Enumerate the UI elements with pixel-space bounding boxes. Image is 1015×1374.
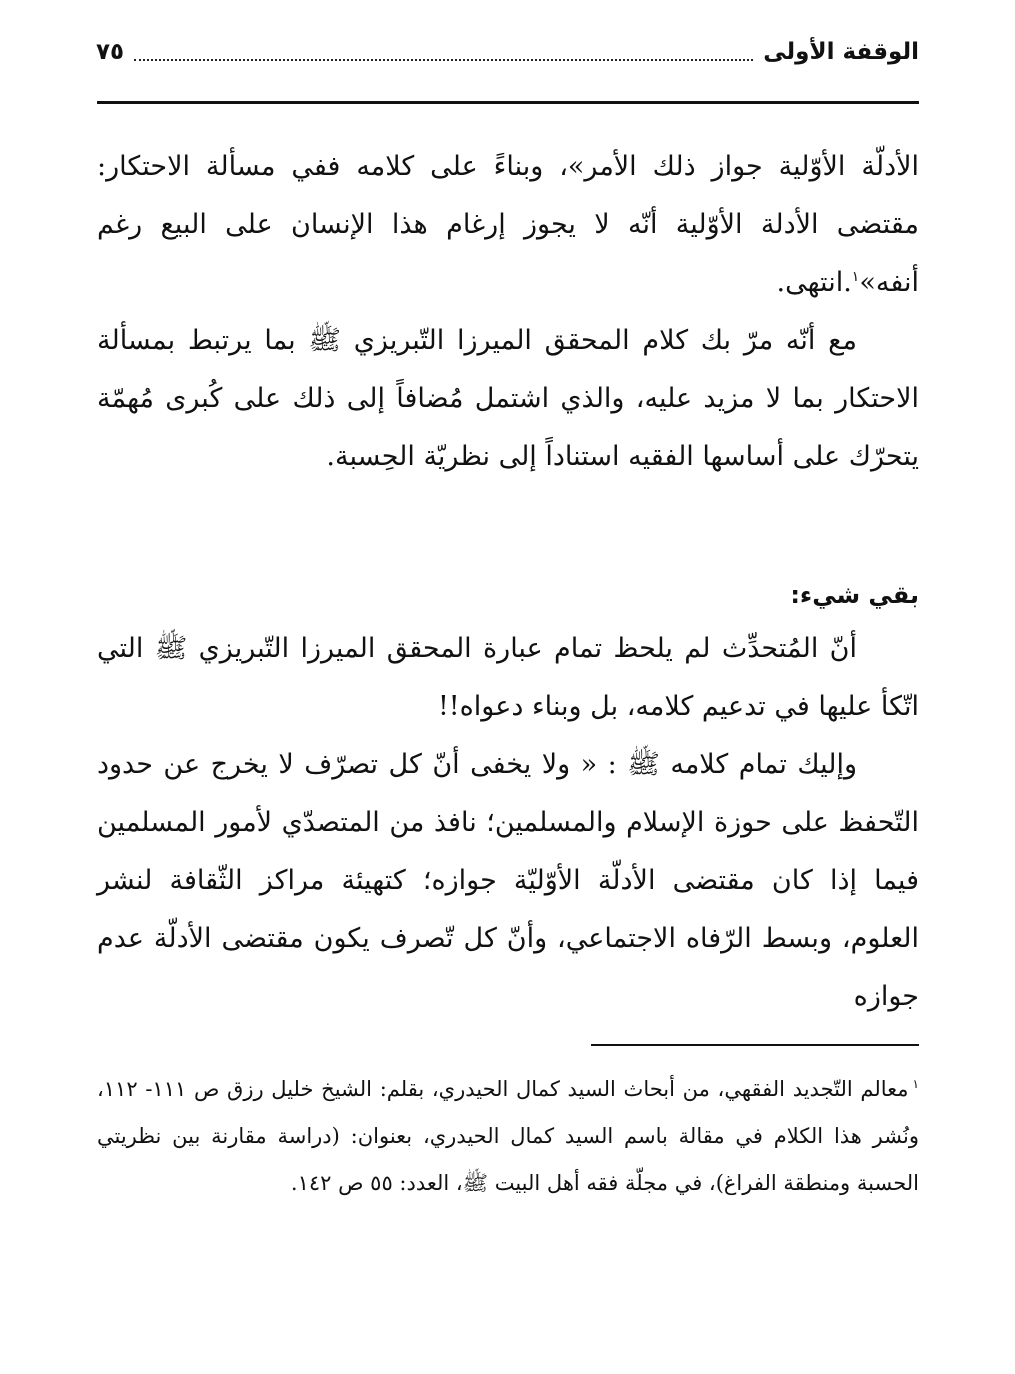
paragraph-1 bbox=[97, 138, 919, 312]
footnote bbox=[97, 1066, 919, 1207]
footnote-text: معالم التّجديد الفقهي، من أبحاث السيد كمال الحيدري، بقلم: الشيخ خليل رزق ص ١١١- ١١٢، ونُشر هذا الكلام في مقالة باسم السيد كمال الحيدري، بعنوان: (دراسة مقارنة بين نظريتي الحسبة ومنطقة الفراغ)، في مجلّة فقه أهل البيت ﷺ، العدد: ٥٥ ص ١٤٢. bbox=[97, 1077, 919, 1195]
header-title: الوقفة الأولى bbox=[763, 39, 919, 65]
running-header bbox=[96, 32, 919, 72]
section-heading: بقي شيء: bbox=[790, 581, 919, 609]
paragraph-1-text: الأدلّة الأوّلية جواز ذلك الأمر»، وبناءً على كلامه ففي مسألة الاحتكار: مقتضى الأدلة الأوّلية أنّه لا يجوز إرغام هذا الإنسان على البيع رغم أنفه» bbox=[97, 151, 919, 298]
paragraph-3: أنّ المُتحدِّث لم يلحظ تمام عبارة المحقق الميرزا التّبريزي ﷺ التي اتّكأ عليها في تدعيم كلامه، بل وبناء دعواه!! bbox=[97, 633, 919, 722]
footnote-marker: ١ bbox=[912, 1077, 919, 1091]
header-leader-dots bbox=[134, 59, 753, 61]
footnote-reference: ١ bbox=[851, 269, 860, 285]
main-text bbox=[97, 138, 919, 1026]
paragraph-1-end: .انتهى. bbox=[776, 267, 852, 298]
paragraph-4: وإليك تمام كلامه ﷺ : « ولا يخفى أنّ كل تصرّف لا يخرج عن حدود التّحفظ على حوزة الإسلام والمسلمين؛ نافذ من المتصدّي لأمور المسلمين فيما إذا كان مقتضى الأدلّة الأوّليّة جوازه؛ كتهيئة مراكز الثّقافة لنشر العلوم، وبسط الرّفاه الاجتماعي، وأنّ كل تّصرف يكون مقتضى الأدلّة عدم جوازه bbox=[97, 749, 919, 1012]
header-rule bbox=[97, 101, 919, 104]
paragraph-2: مع أنّه مرّ بك كلام المحقق الميرزا التّبريزي ﷺ بما يرتبط بمسألة الاحتكار بما لا مزيد عليه، والذي اشتمل مُضافاً إلى ذلك على كُبرى مُهمّة يتحرّك على أساسها الفقيه استناداً إلى نظريّة الحِسبة. bbox=[97, 325, 919, 472]
page-number: ٧٥ bbox=[96, 39, 125, 65]
footnote-separator bbox=[591, 1044, 919, 1046]
